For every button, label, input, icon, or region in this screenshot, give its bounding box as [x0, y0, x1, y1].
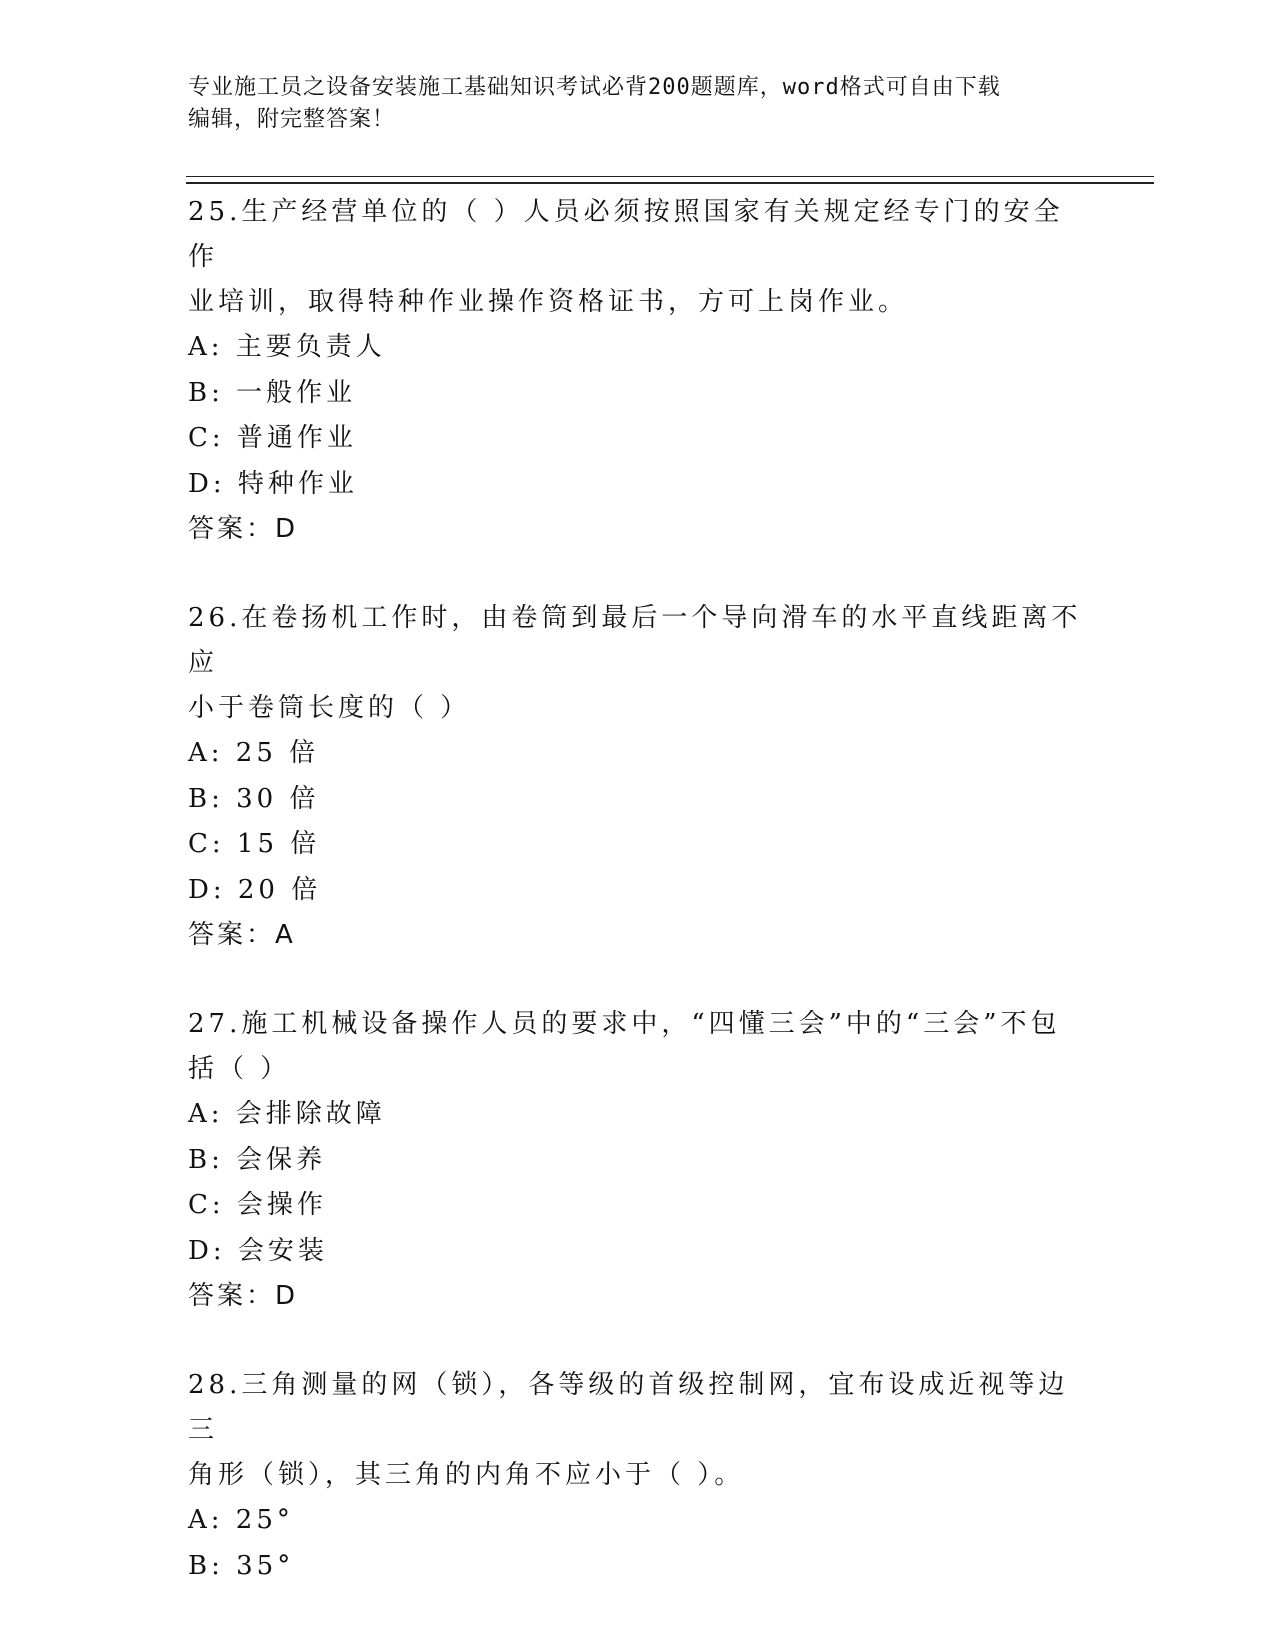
question-stem-line: 小于卷筒长度的（ ） [188, 693, 471, 723]
question-stem [188, 596, 1088, 731]
header-line-1: 专业施工员之设备安装施工基础知识考试必背200题题库，word格式可自由下载 [188, 75, 1001, 100]
document-header [188, 72, 1088, 136]
question-stem-line: 角形（锁），其三角的内角不应小于（ ）。 [188, 1460, 745, 1490]
answer-line: 答案：A [188, 920, 296, 950]
answer-line: 答案：D [188, 1281, 299, 1311]
question-stem [188, 1002, 1088, 1092]
option-d: D: 特种作业 [188, 468, 358, 499]
option-c: C: 会操作 [188, 1190, 327, 1220]
header-divider-thin [186, 176, 1154, 177]
question-item [188, 190, 1088, 551]
option-c: C: 普通作业 [188, 423, 357, 453]
option-d: D: 会安装 [188, 1235, 328, 1266]
option-b: B: 35° [188, 1550, 295, 1581]
option-a: A: 25° [188, 1505, 294, 1535]
header-divider-thick [186, 182, 1154, 184]
question-stem [188, 190, 1088, 325]
question-stem [188, 1363, 1088, 1498]
option-b: B: 一般作业 [188, 377, 357, 408]
option-b: B: 30 倍 [188, 783, 320, 814]
answer-line: 答案：D [188, 514, 299, 544]
question-list [188, 188, 1088, 1589]
header-line-2: 编辑，附完整答案！ [188, 107, 396, 132]
question-stem-line: 25.生产经营单位的（ ）人员必须按照国家有关规定经专门的安全作 [188, 197, 1064, 272]
option-a: A: 主要负责人 [188, 332, 386, 362]
option-a: A: 会排除故障 [188, 1099, 386, 1129]
question-stem-line: 括（ ） [188, 1054, 291, 1084]
option-b: B: 会保养 [188, 1144, 327, 1175]
question-stem-line: 业培训，取得特种作业操作资格证书，方可上岗作业。 [188, 287, 909, 317]
option-d: D: 20 倍 [188, 874, 322, 905]
option-a: A: 25 倍 [188, 738, 320, 768]
question-item [188, 596, 1088, 957]
question-item [188, 1002, 1088, 1318]
question-stem-line: 28.三角测量的网（锁），各等级的首级控制网，宜布设成近视等边三 [188, 1370, 1069, 1445]
question-stem-line: 26.在卷扬机工作时，由卷筒到最后一个导向滑车的水平直线距离不应 [188, 603, 1082, 678]
question-item [188, 1363, 1088, 1589]
question-stem-line: 27.施工机械设备操作人员的要求中，“四懂三会”中的“三会”不包 [188, 1009, 1061, 1039]
option-c: C: 15 倍 [188, 829, 321, 859]
